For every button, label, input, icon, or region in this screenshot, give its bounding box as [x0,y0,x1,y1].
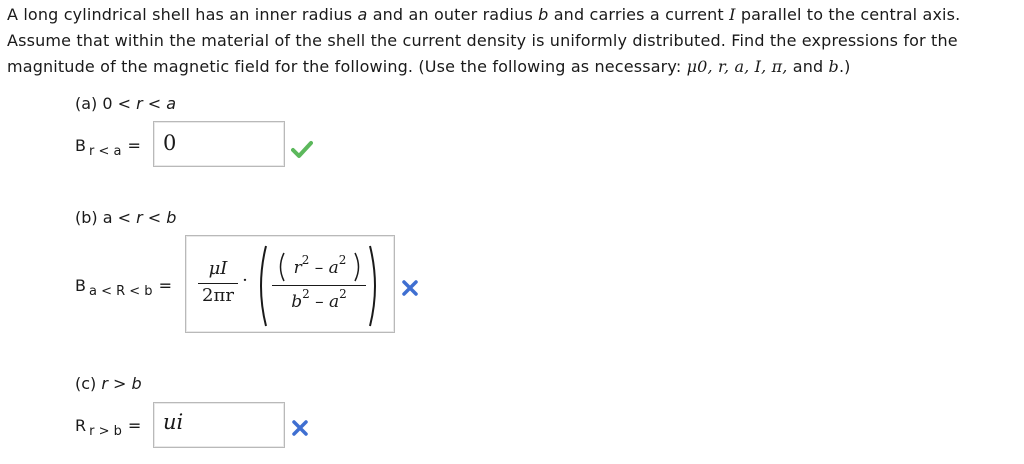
part-a-heading: (a) 0 < r < a [75,94,177,113]
check-icon [291,140,313,160]
part-b-label: B a < R < b = [75,276,172,299]
part-a-label: B r < a = [75,136,141,159]
fraction-numerator-2: $r^2 - a^2$ [293,253,347,278]
question-line-2: Assume that within the material of the shell the current density is uniformly distributed. Find the expressions for the [7,31,958,50]
question-line-3: magnitude of the magnetic field for the following. (Use the following as necessary: μ0, r, a, I, π, and b.) [7,57,851,76]
cross-icon [291,419,309,437]
cross-icon [401,279,419,297]
part-c-heading: (c) r > b [75,374,142,393]
variable-list: μ0, r, a, I, π, [686,57,788,76]
fraction-bar-1 [198,283,238,284]
fraction-denominator-2: $b^2 - a^2$ [291,287,347,312]
part-c-answer-value: ui [163,410,184,434]
fraction-numerator-1: μI [208,258,228,279]
fraction-denominator-1: 2πr [202,285,234,306]
right-paren [368,244,382,328]
question-text [7,2,1012,80]
part-c-label: R r > b = [75,416,142,439]
left-paren [254,244,268,328]
part-b-heading: (b) a < r < b [75,208,177,227]
fraction-bar-2 [272,285,366,286]
part-a-answer-value: 0 [163,131,177,155]
multiply-dot: · [242,270,248,291]
question-line-1: A long cylindrical shell has an inner radius a and an outer radius b and carries a current I parallel to the central axis. [7,5,961,24]
part-b-answer-field[interactable] [185,235,395,333]
